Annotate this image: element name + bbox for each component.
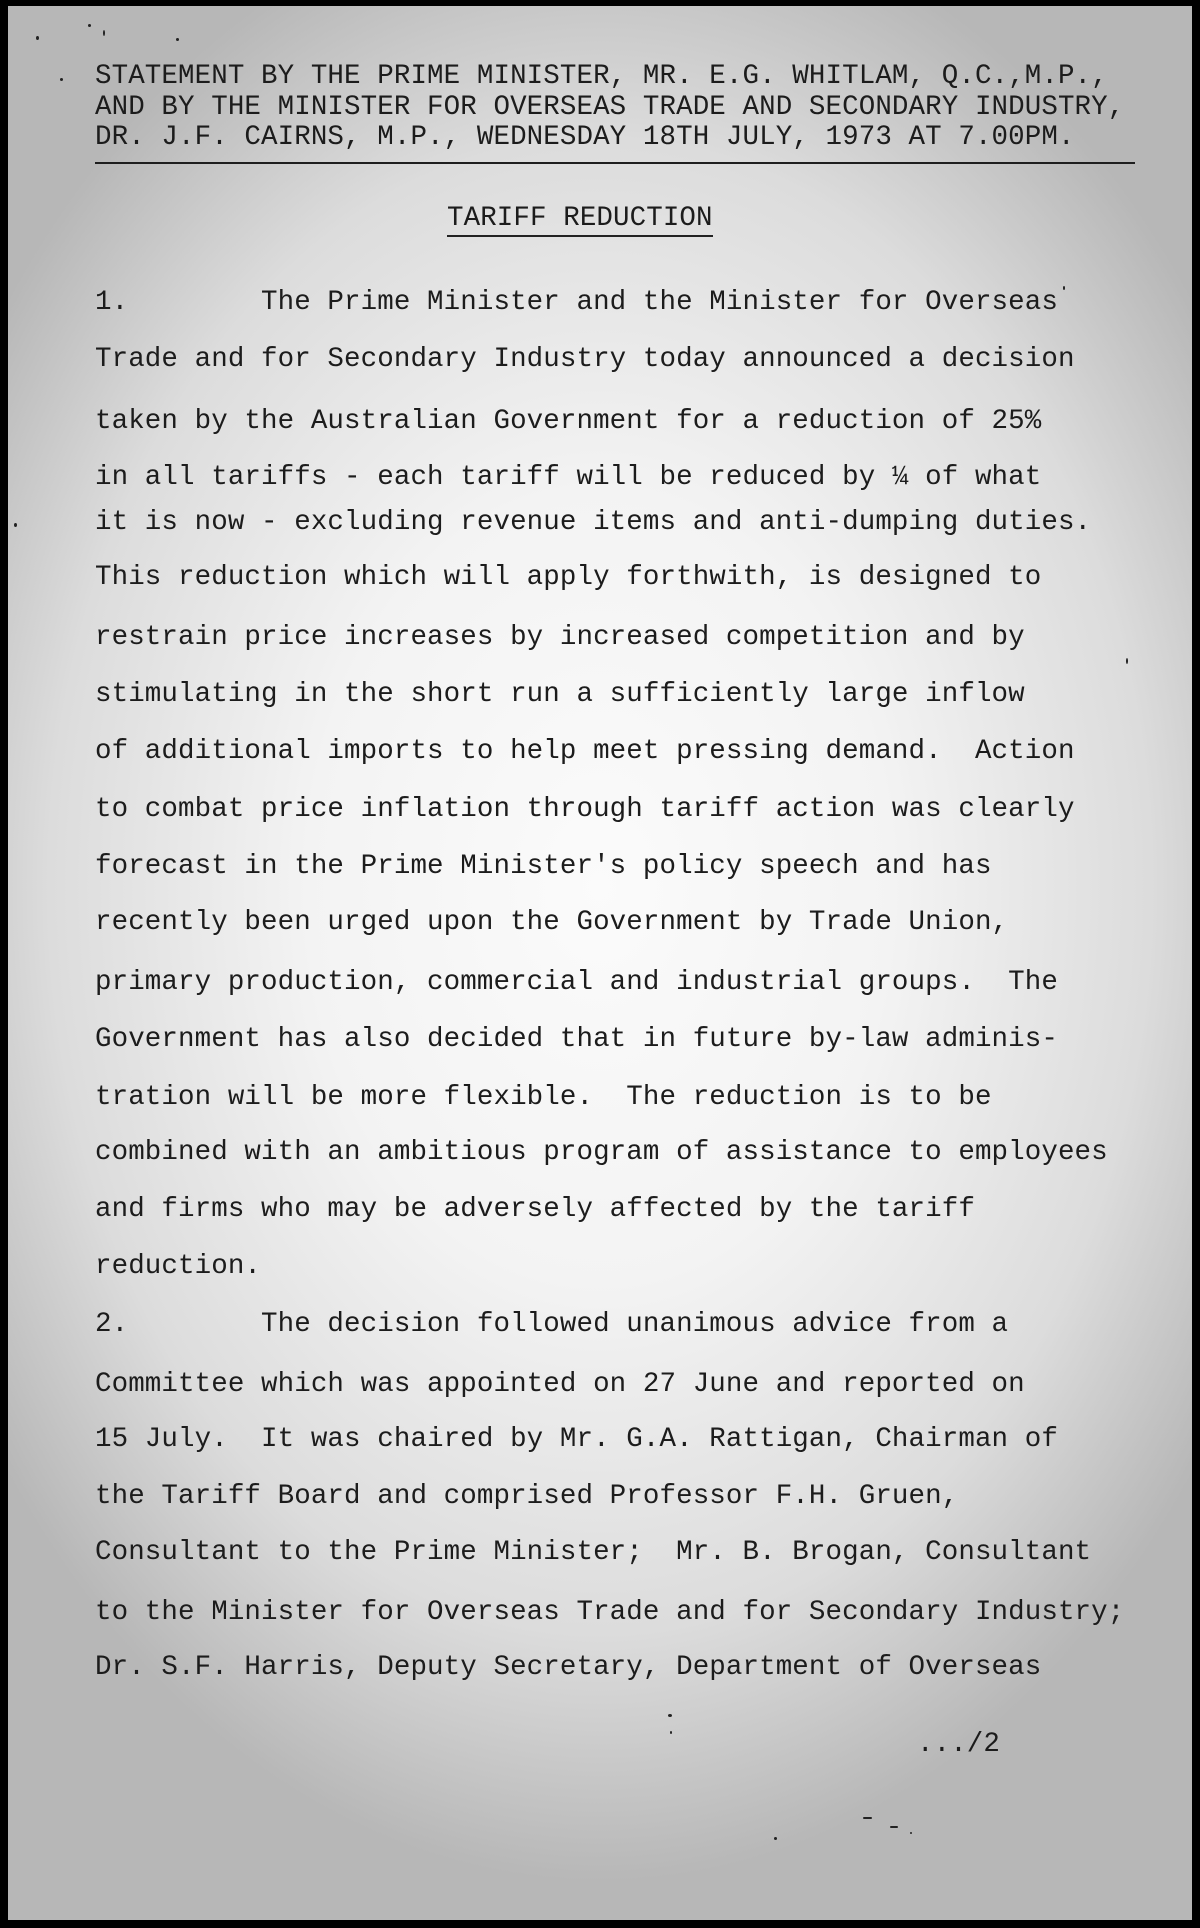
paragraph-1-line: This reduction which will apply forthwith, is designed to <box>95 562 1042 593</box>
paragraph-1-line: in all tariffs - each tariff will be reduced by ¼ of what <box>95 462 1042 493</box>
paragraph-1-line: tration will be more flexible. The reduction is to be <box>95 1082 992 1113</box>
paragraph-2-line: Committee which was appointed on 27 June and reported on <box>95 1369 1025 1400</box>
paragraph-2-line: 2. The decision followed unanimous advice from a <box>95 1309 1009 1340</box>
paragraph-1-line: and firms who may be adversely affected by the tariff <box>95 1194 975 1225</box>
paragraph-1-line: Trade and for Secondary Industry today announced a decision <box>95 344 1075 375</box>
paragraph-1-line: of additional imports to help meet pressing demand. Action <box>95 736 1075 767</box>
scan-speck <box>863 1817 872 1819</box>
scan-speck <box>1126 658 1128 664</box>
scan-speck <box>910 1832 912 1834</box>
scan-speck <box>36 36 39 40</box>
paragraph-2-line: the Tariff Board and comprised Professor F.H. Gruen, <box>95 1481 959 1512</box>
header-line-1: STATEMENT BY THE PRIME MINISTER, MR. E.G. WHITLAM, Q.C.,M.P., <box>95 61 1108 92</box>
document-title: TARIFF REDUCTION <box>447 204 713 237</box>
scan-speck <box>176 38 179 41</box>
paragraph-2-line: Consultant to the Prime Minister; Mr. B. Brogan, Consultant <box>95 1537 1092 1568</box>
paragraph-1-line: combined with an ambitious program of assistance to employees <box>95 1137 1108 1168</box>
header-line-3: DR. J.F. CAIRNS, M.P., WEDNESDAY 18TH JULY, 1973 AT 7.00PM. <box>95 122 1075 153</box>
paragraph-1-line: forecast in the Prime Minister's policy speech and has <box>95 851 992 882</box>
page-continuation-marker: .../2 <box>917 1729 1001 1760</box>
scan-speck <box>103 30 105 36</box>
paragraph-1-line: 1. The Prime Minister and the Minister for Overseas <box>95 287 1058 318</box>
scan-speck <box>1063 286 1065 290</box>
paragraph-1-line: taken by the Australian Government for a reduction of 25% <box>95 406 1042 437</box>
scan-speck <box>890 1826 898 1828</box>
paragraph-2-line: Dr. S.F. Harris, Deputy Secretary, Department of Overseas <box>95 1652 1042 1683</box>
paragraph-1-line: restrain price increases by increased competition and by <box>95 622 1025 653</box>
scan-speck <box>774 1837 777 1840</box>
scan-speck <box>670 1731 672 1734</box>
header-line-2: AND BY THE MINISTER FOR OVERSEAS TRADE AND SECONDARY INDUSTRY, <box>95 92 1125 123</box>
scan-speck <box>668 1714 672 1717</box>
scan-speck <box>88 24 91 27</box>
paragraph-1-line: reduction. <box>95 1251 262 1282</box>
paragraph-1-line: primary production, commercial and industrial groups. The <box>95 967 1058 998</box>
scan-speck <box>14 523 17 527</box>
paragraph-1-line: it is now - excluding revenue items and anti-dumping duties. <box>95 507 1092 538</box>
paragraph-1-line: Government has also decided that in future by-law adminis- <box>95 1024 1058 1055</box>
scan-speck <box>60 78 63 81</box>
header-rule <box>95 162 1135 164</box>
paragraph-2-line: 15 July. It was chaired by Mr. G.A. Rattigan, Chairman of <box>95 1424 1058 1455</box>
paragraph-1-line: stimulating in the short run a sufficiently large inflow <box>95 679 1025 710</box>
paragraph-1-line: recently been urged upon the Government by Trade Union, <box>95 907 1009 938</box>
document-page <box>8 6 1192 1920</box>
paragraph-1-line: to combat price inflation through tariff action was clearly <box>95 794 1075 825</box>
paragraph-2-line: to the Minister for Overseas Trade and for Secondary Industry; <box>95 1597 1125 1628</box>
